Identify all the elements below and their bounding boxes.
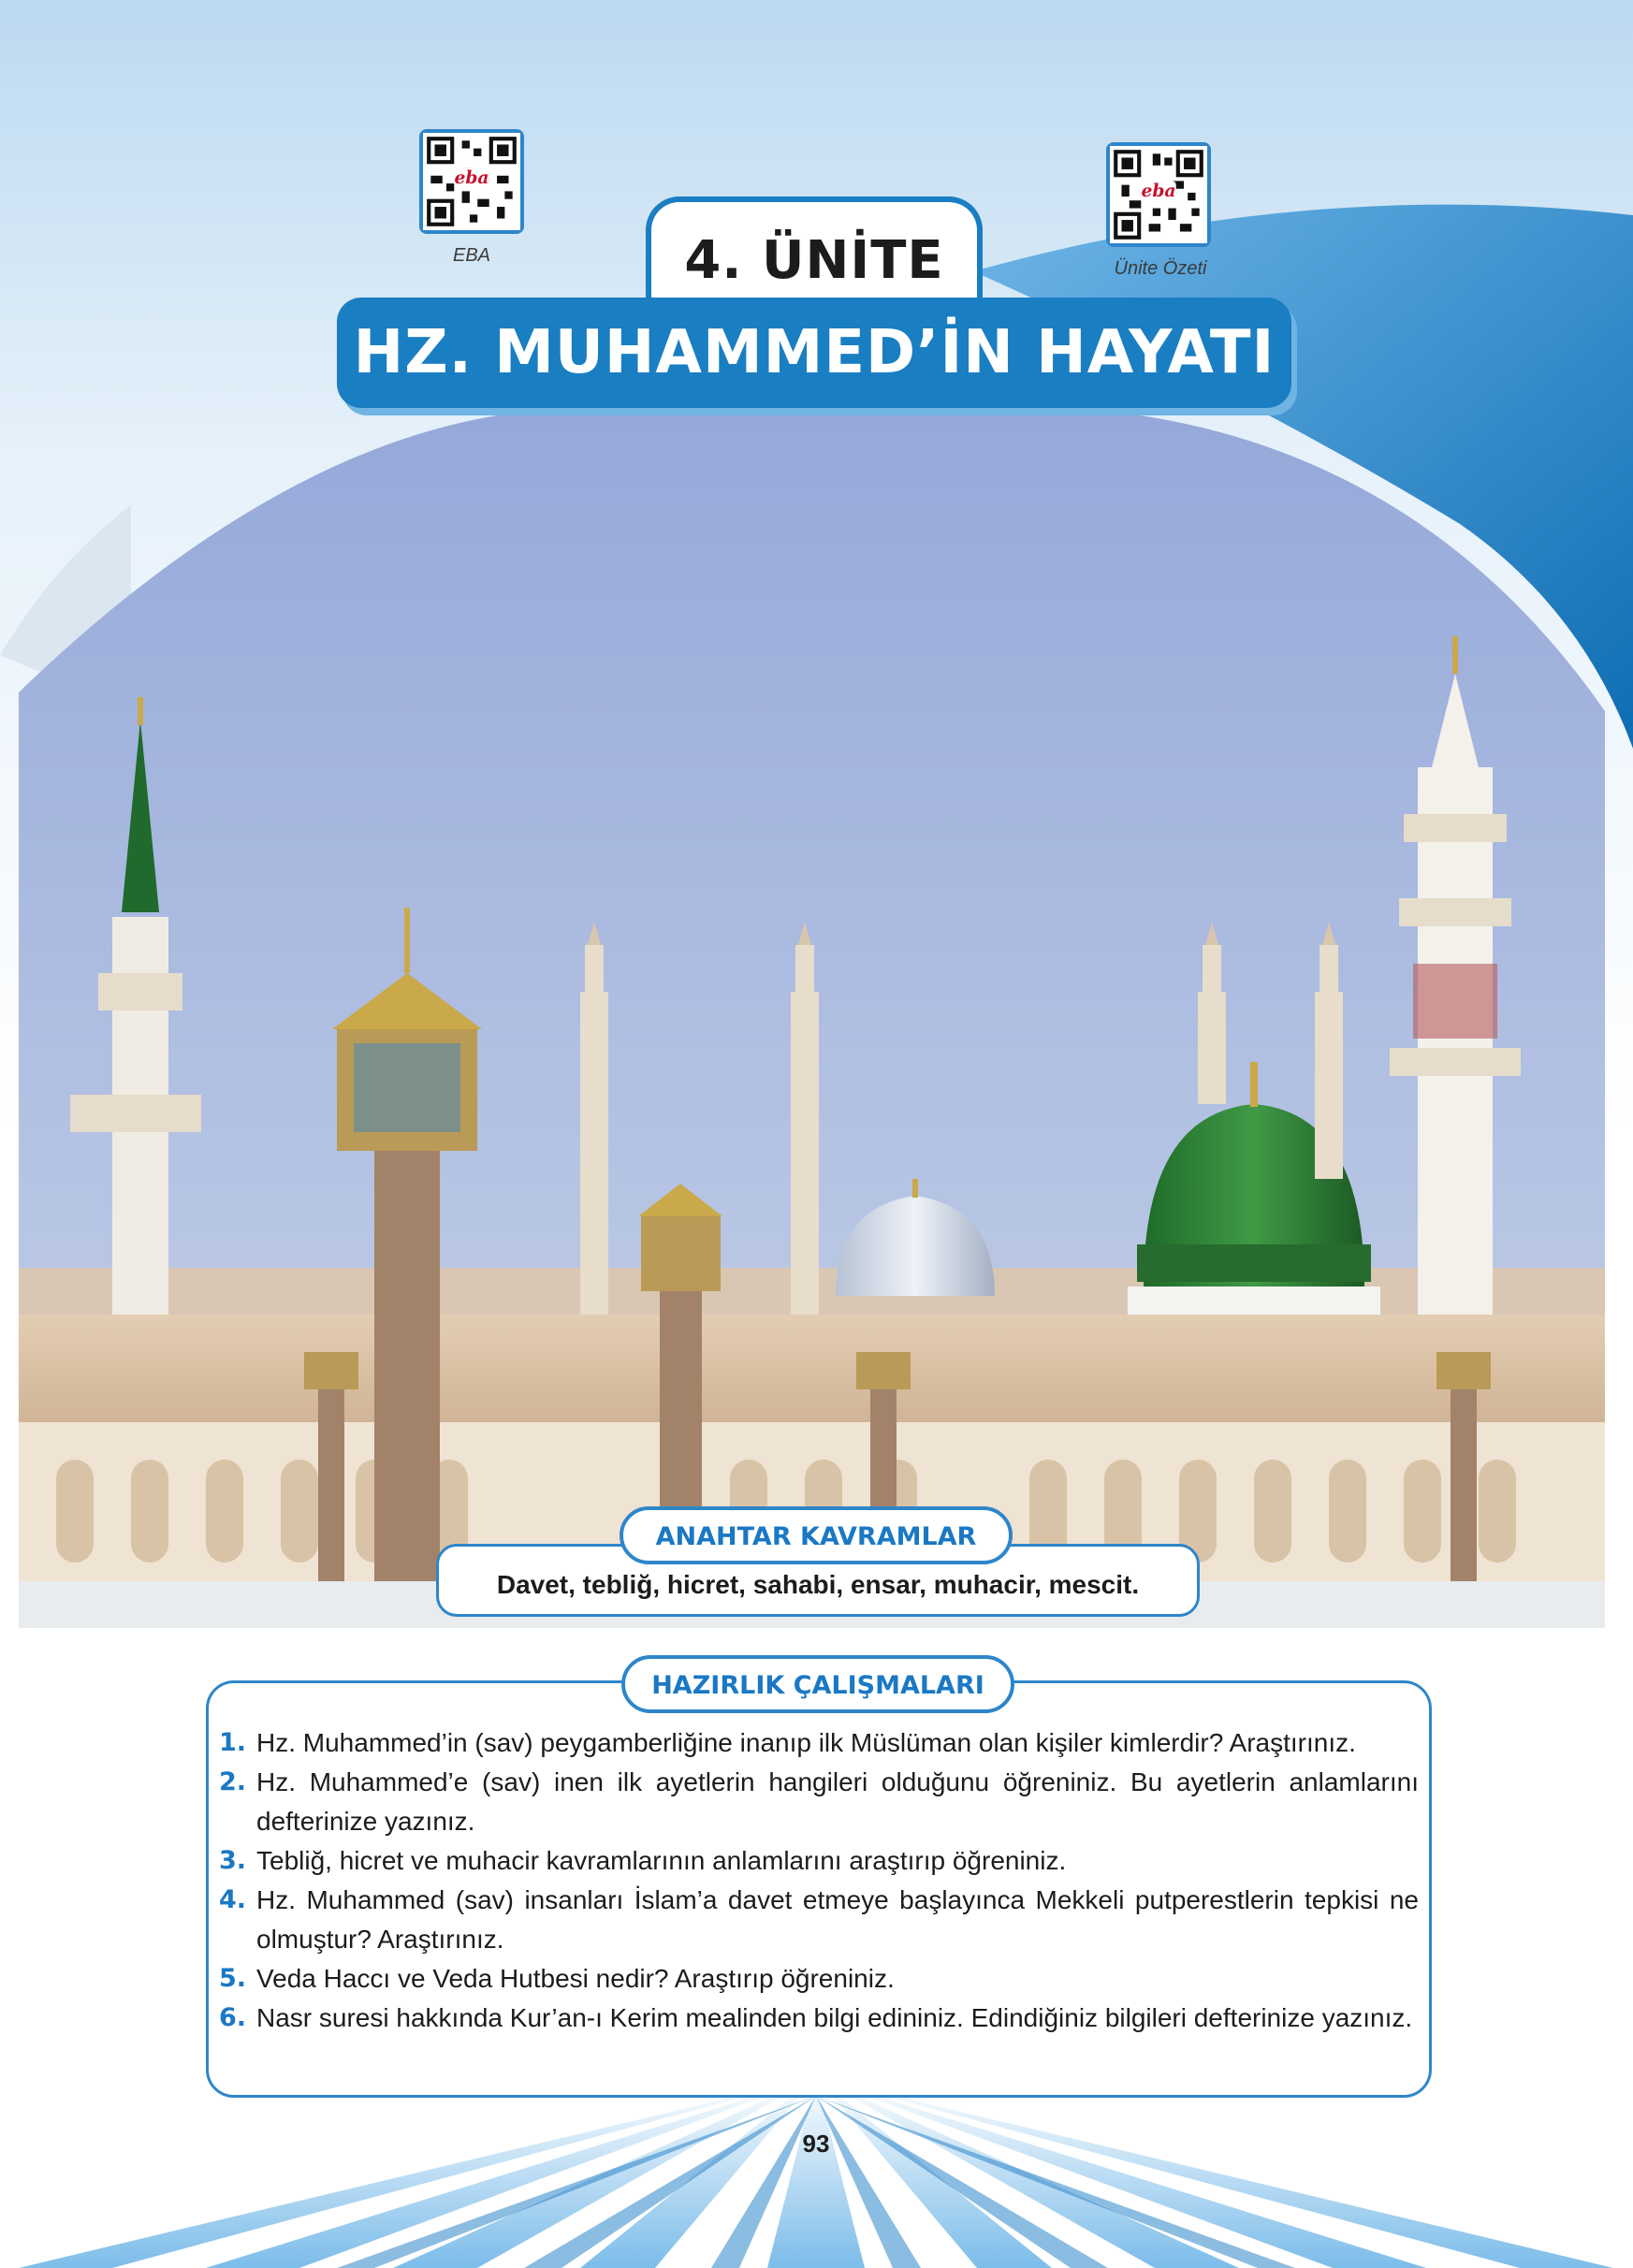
list-item: [219, 1999, 1419, 2038]
list-item-text: Nasr suresi hakkında Kur’an-ı Kerim mealinden bilgi edininiz. Edindiğiniz bilgileri defterinize yazınız.: [256, 2003, 1413, 2032]
list-item-number: 2.: [219, 1767, 247, 1796]
qr-code-unit-summary[interactable]: [1106, 142, 1211, 247]
list-item-text: Hz. Muhammed (sav) insanları İslam’a davet etmeye başlayınca Mekkeli putperestlerin tepkisi ne olmuştur? Araştırınız.: [256, 1885, 1419, 1954]
list-item-number: 6.: [219, 2003, 247, 2032]
list-item-number: 1.: [219, 1728, 247, 1757]
svg-text:eba: eba: [454, 167, 489, 189]
preparation-heading: HAZIRLIK ÇALIŞMALARI: [651, 1671, 984, 1700]
qr-code-icon: [1110, 146, 1207, 243]
list-item: [219, 1841, 1419, 1881]
preparation-heading-pill: [621, 1655, 1014, 1713]
list-item-text: Tebliğ, hicret ve muhacir kavramlarının anlamlarını araştırıp öğreniniz.: [256, 1846, 1067, 1875]
list-item: [219, 1959, 1419, 1999]
list-item: [219, 1763, 1419, 1841]
key-concepts-heading-pill: [620, 1506, 1013, 1564]
svg-text:eba: eba: [1141, 181, 1176, 202]
list-item: [219, 1881, 1419, 1959]
list-item-number: 4.: [219, 1885, 247, 1914]
unit-title-bar: [337, 298, 1291, 408]
key-concepts-text: Davet, tebliğ, hicret, sahabi, ensar, muhacir, mescit.: [496, 1570, 1140, 1599]
unit-number-label: 4. ÜNİTE: [684, 230, 944, 291]
qr-label-unit-summary: Ünite Özeti: [1114, 258, 1207, 279]
list-item-number: 3.: [219, 1846, 247, 1875]
unit-title: HZ. MUHAMMED’İN HAYATI: [353, 318, 1276, 387]
qr-code-icon: [423, 133, 520, 230]
list-item-text: Hz. Muhammed’e (sav) inen ilk ayetlerin hangileri olduğunu öğreniniz. Bu ayetlerin anlamlarını defterinize yazınız.: [256, 1767, 1419, 1836]
list-item-number: 5.: [219, 1964, 247, 1993]
list-item-text: Hz. Muhammed’in (sav) peygamberliğine inanıp ilk Müslüman olan kişiler kimlerdir? Araştırınız.: [256, 1728, 1356, 1757]
preparation-list: [219, 1723, 1419, 2038]
list-item: [219, 1723, 1419, 1763]
page-number: 93: [802, 2130, 830, 2158]
qr-code-eba[interactable]: [419, 129, 524, 234]
qr-label-eba: EBA: [452, 245, 491, 266]
unit-number-tab: [646, 196, 983, 309]
key-concepts-heading: ANAHTAR KAVRAMLAR: [655, 1522, 977, 1551]
list-item-text: Veda Haccı ve Veda Hutbesi nedir? Araştırıp öğreniniz.: [256, 1964, 895, 1993]
